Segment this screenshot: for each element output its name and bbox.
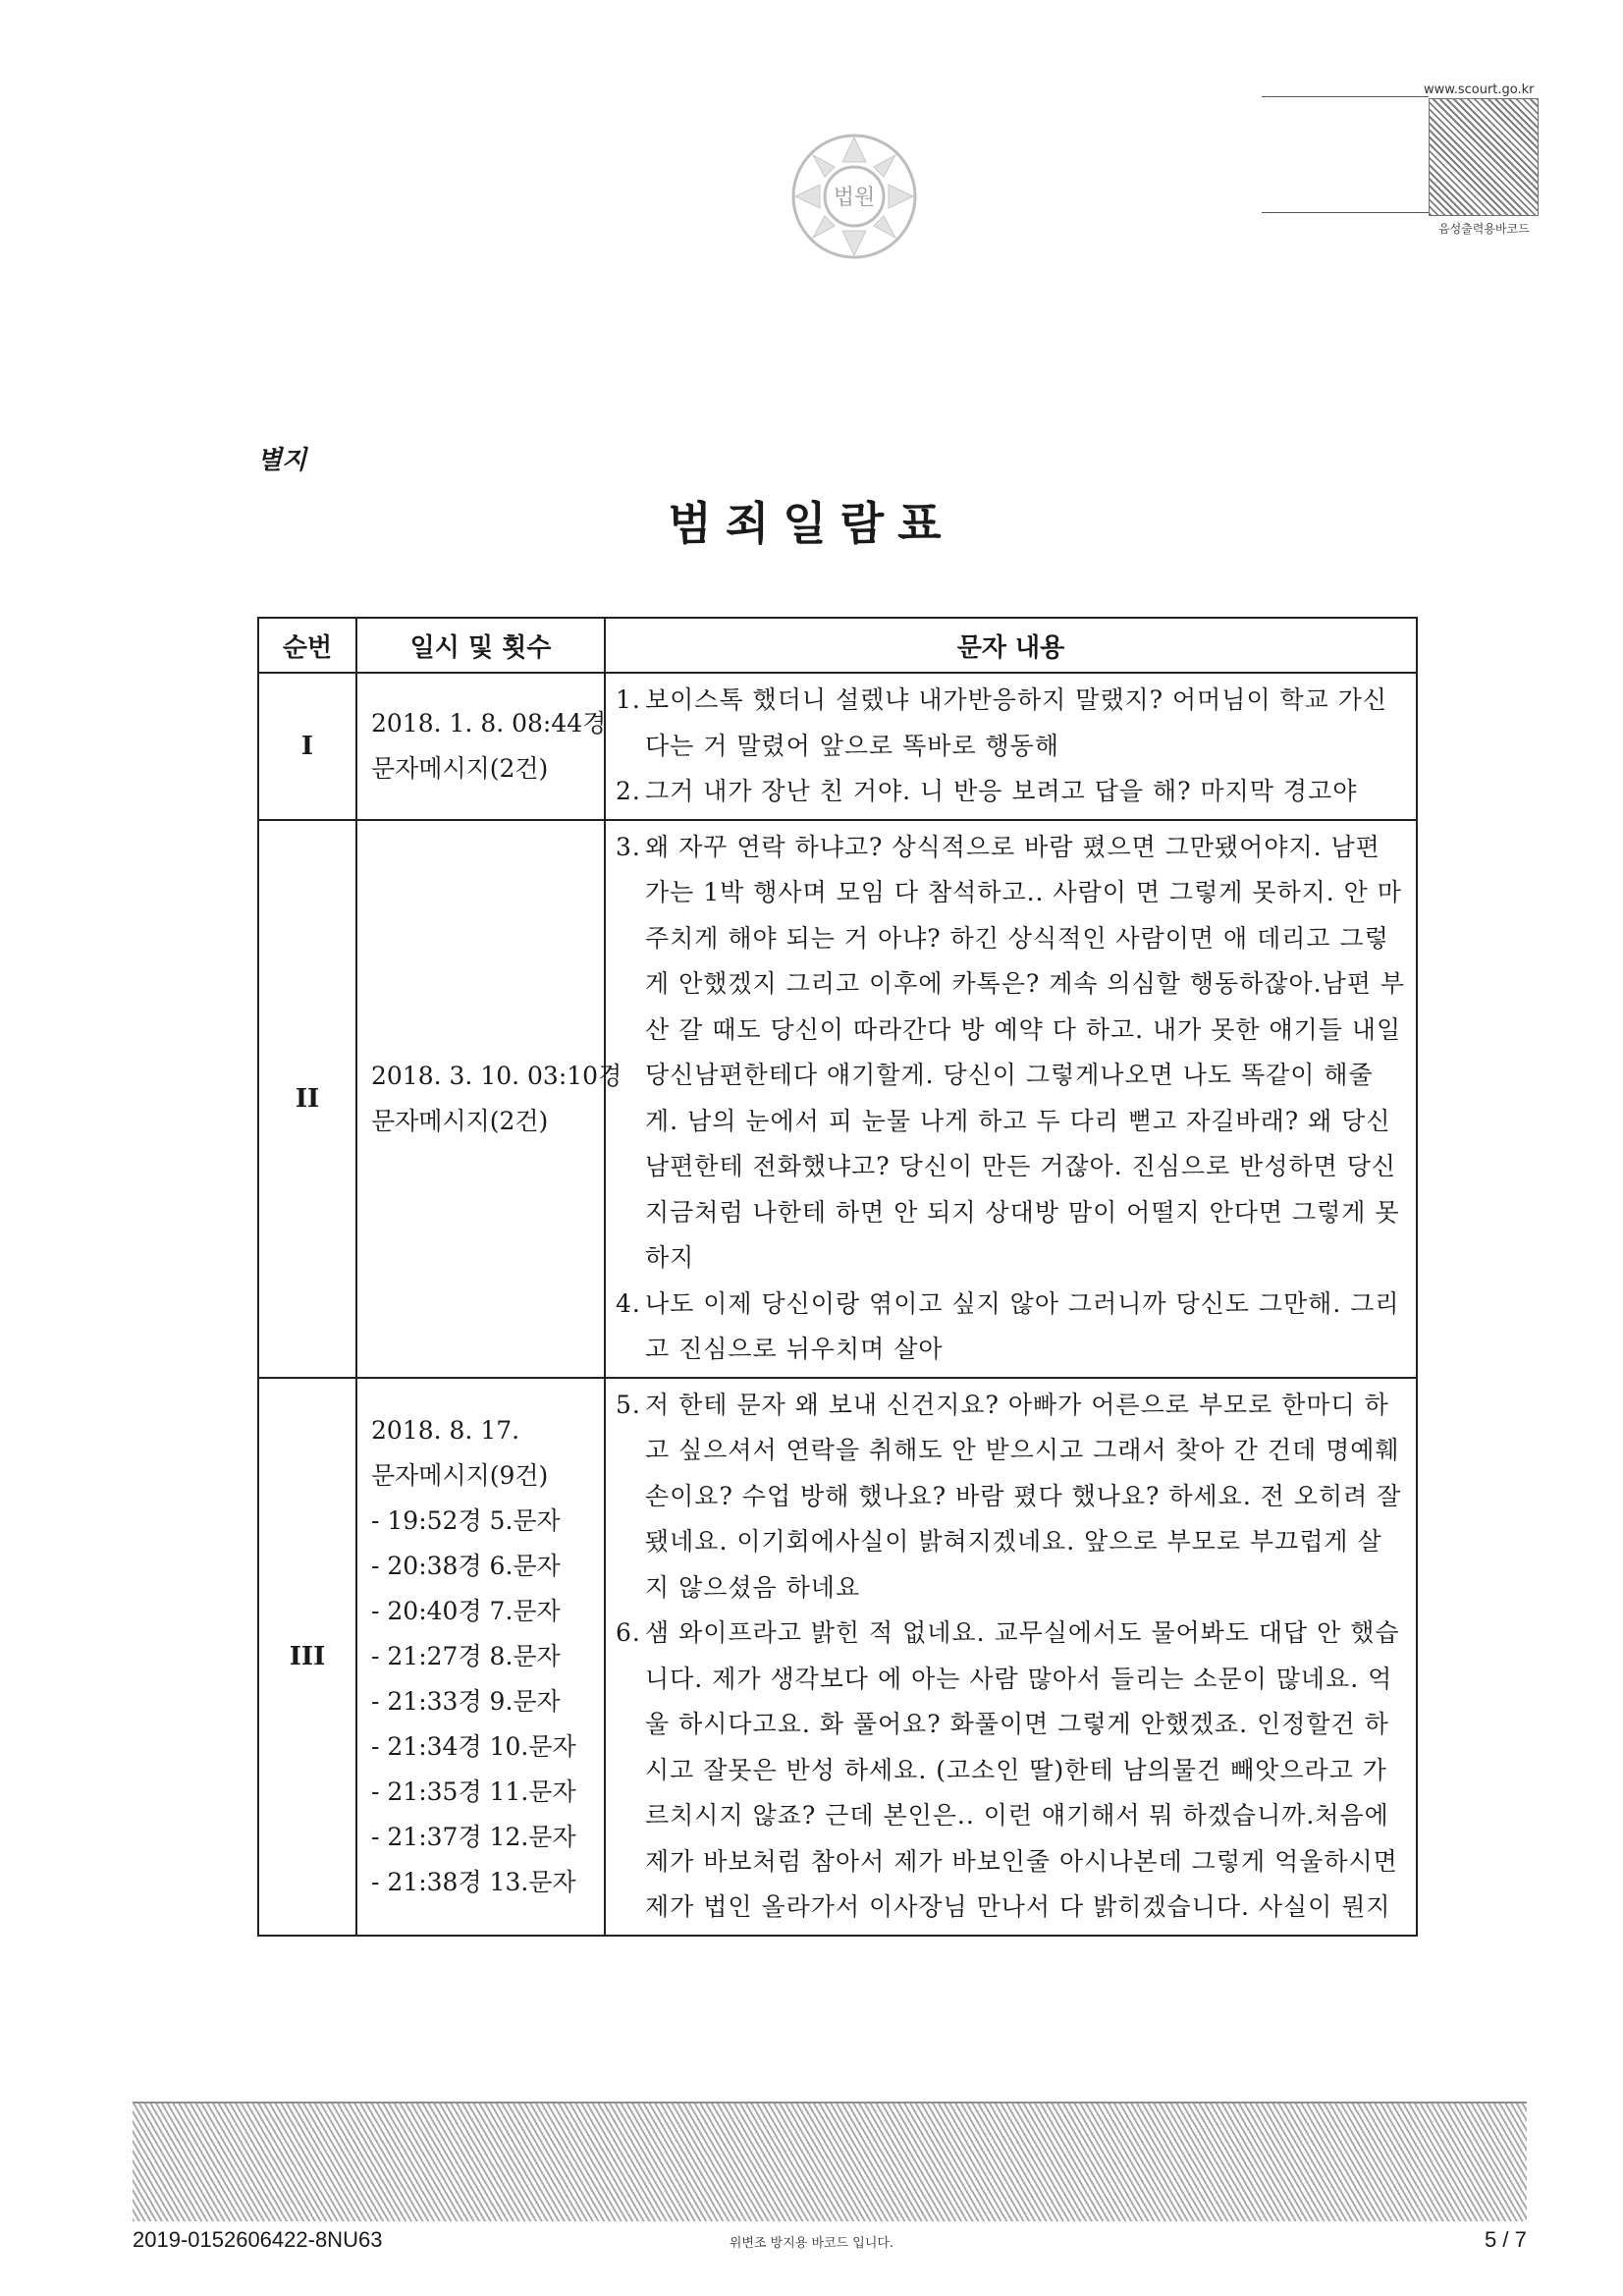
site-url: www.scourt.go.kr	[1424, 82, 1535, 97]
barcode-note: 위변조 방지용 바코드 입니다.	[729, 2236, 894, 2251]
crime-table	[257, 617, 1418, 1937]
message-text: 샘 와이프라고 밝힌 적 없네요. 교무실에서도 물어봐도 대답 안 했습니다. 제가 생각보다 에 아는 사람 많아서 들리는 소문이 많네요. 억울 하시다고요. 화 풀어요? 화풀이면 그렇게 안했겠죠. 인정할건 하시고 잘못은 반성 하세요. (고소인 딸)한테 남의물건 빼앗으라고 가르치시지 않죠? 근데 본인은.. 이런 얘기해서 뭐 하겠습니까.처음에 제가 바보처럼 참아서 제가 바보인줄 아시나본데 그렇게 억울하시면 제가 법인 올라가서 이사장님 만나서 다 밝히겠습니다. 사실이 뭔지	[645, 1618, 1400, 1921]
header-content: 문자 내용	[605, 618, 1417, 673]
row-messages	[605, 820, 1417, 1378]
document-id: 2019-0152606422-8NU63	[133, 2227, 383, 2252]
message-text: 그거 내가 장난 친 거야. 니 반응 보려고 답을 해? 마지막 경고야	[645, 777, 1358, 805]
row-messages	[605, 673, 1417, 820]
message-number: 4.	[616, 1288, 641, 1318]
row-messages	[605, 1378, 1417, 1936]
emblem-text: 법원	[833, 186, 876, 210]
message-number: 2.	[616, 777, 641, 805]
datetime-line: - 21:34경 10.문자	[371, 1731, 576, 1761]
datetime-line: - 21:35경 11.문자	[371, 1777, 576, 1806]
header-datetime: 일시 및 횟수	[356, 618, 605, 673]
message-number: 1.	[616, 685, 641, 714]
message-number: 5.	[616, 1390, 641, 1419]
annex-label: 별지	[257, 446, 307, 475]
datetime-line: 문자메시지(2건)	[371, 1106, 549, 1135]
datetime-line: - 20:38경 6.문자	[371, 1551, 561, 1580]
datetime-line: - 21:33경 9.문자	[371, 1686, 561, 1716]
message-number: 3.	[616, 832, 641, 861]
message-item	[616, 1611, 1406, 1931]
datetime-line: - 19:52경 5.문자	[371, 1505, 561, 1535]
datetime-line: 2018. 8. 17.	[371, 1415, 520, 1445]
message-text: 나도 이제 당신이랑 엮이고 싶지 않아 그러니까 당신도 그만해. 그리고 진심으로 뉘우치며 살아	[645, 1288, 1400, 1363]
page-number: 5 / 7	[1485, 2227, 1527, 2252]
datetime-line: - 21:38경 13.문자	[371, 1867, 576, 1896]
datetime-line: 2018. 3. 10. 03:10경	[371, 1061, 622, 1090]
row-number: II	[258, 820, 356, 1378]
message-text: 보이스톡 했더니 설렜냐 내가반응하지 말랬지? 어머님이 학교 가신다는 거 말렸어 앞으로 똑바로 행동해	[645, 685, 1388, 760]
datetime-line: - 20:40경 7.문자	[371, 1596, 561, 1625]
header-divider	[1262, 96, 1429, 97]
datetime-line: - 21:37경 12.문자	[371, 1822, 576, 1851]
row-number: I	[258, 673, 356, 820]
court-emblem-icon	[776, 118, 933, 275]
datetime-line: 문자메시지(2건)	[371, 753, 549, 783]
anti-forgery-barcode-image	[133, 2102, 1527, 2221]
datetime-line: - 21:27경 8.문자	[371, 1641, 561, 1670]
row-number: III	[258, 1378, 356, 1936]
message-text: 저 한테 문자 왜 보내 신건지요? 아빠가 어른으로 부모로 한마디 하고 싶으셔서 연락을 취해도 안 받으시고 그래서 찾아 간 건데 명예훼손이요? 수업 방해 했나요? 바람 폈다 했나요? 하세요. 전 오히려 잘됐네요. 이기회에사실이 밝혀지겠네요. 앞으로 부모로 부끄럽게 살지 않으셨음 하네요	[645, 1390, 1402, 1602]
datetime-line: 문자메시지(9건)	[371, 1460, 549, 1490]
table-row	[258, 673, 1417, 820]
message-item	[616, 1282, 1406, 1373]
row-datetime	[356, 820, 622, 1378]
table-header-row	[258, 618, 1417, 673]
message-item	[616, 769, 1406, 815]
datetime-line: 2018. 1. 8. 08:44경	[371, 708, 607, 738]
message-item	[616, 1383, 1406, 1612]
page-title: 범죄일람표	[668, 497, 955, 550]
message-item	[616, 678, 1406, 769]
header-number: 순번	[258, 618, 356, 673]
row-datetime	[356, 1378, 605, 1936]
table-row	[258, 820, 1417, 1378]
table-row	[258, 1378, 1417, 1936]
row-datetime	[356, 673, 605, 820]
header-divider	[1262, 212, 1429, 213]
message-item	[616, 825, 1406, 1282]
voice-barcode-image	[1429, 98, 1539, 216]
barcode-caption: 음성출력용바코드	[1438, 222, 1530, 236]
message-number: 6.	[616, 1618, 641, 1647]
message-text: 왜 자꾸 연락 하냐고? 상식적으로 바람 폈으면 그만됐어야지. 남편 가는 1박 행사며 모임 다 참석하고.. 사람이 면 그렇게 못하지. 안 마주치게 해야 되는 거 아냐? 하긴 상식적인 사람이면 애 데리고 그렇게 안했겠지 그리고 이후에 카톡은? 계속 의심할 행동하잖아.남편 부산 갈 때도 당신이 따라간다 방 예약 다 하고. 내가 못한 얘기들 내일 당신남편한테다 얘기할게. 당신이 그렇게나오면 나도 똑같이 해줄게. 남의 눈에서 피 눈물 나게 하고 두 다리 뻗고 자길바래? 왜 당신 남편한테 전화했냐고? 당신이 만든 거잖아. 진심으로 반성하면 당신 지금처럼 나한테 하면 안 되지 상대방 맘이 어떨지 안다면 그렇게 못하지	[645, 832, 1405, 1272]
